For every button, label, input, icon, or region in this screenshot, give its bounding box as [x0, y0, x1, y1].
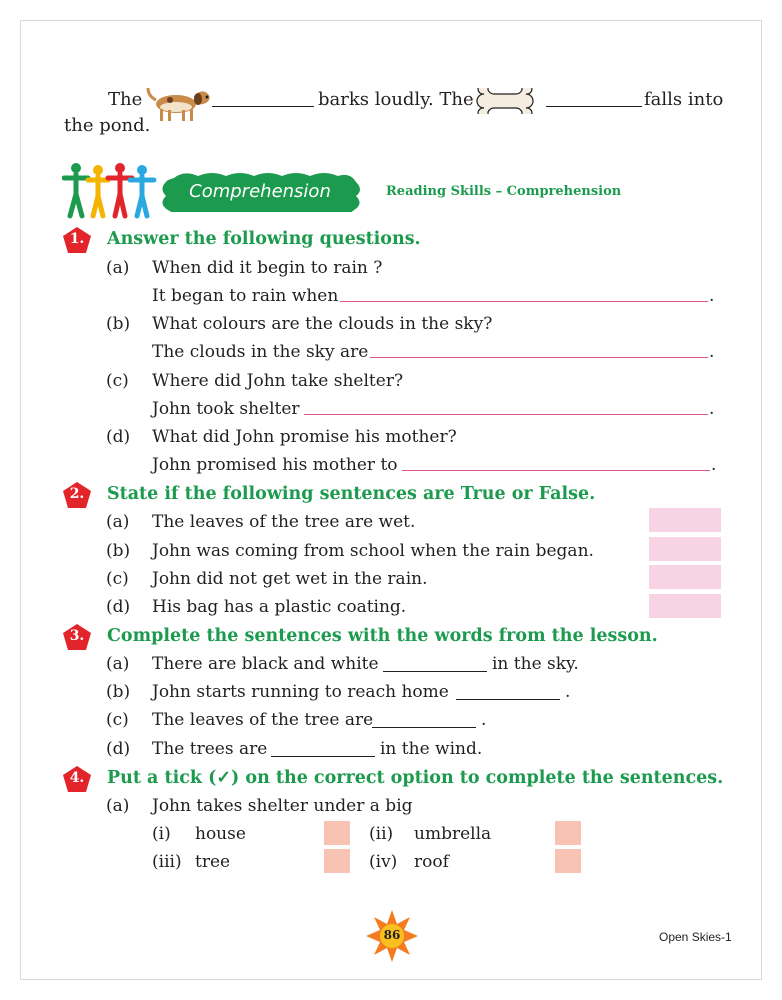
q3-item-a-after: in the sky. [492, 654, 579, 674]
q1-item-a-question: When did it begin to rain ? [152, 258, 383, 278]
q1-item-b-question: What colours are the clouds in the sky? [152, 314, 493, 334]
dog-icon [146, 82, 212, 124]
q1-item-d-answer-stem: John promised his mother to [152, 455, 398, 475]
banner-title: Comprehension [189, 181, 331, 202]
q1-item-b-answer-stem: The clouds in the sky are [152, 342, 369, 362]
q2-item-c-text: John did not get wet in the rain. [152, 569, 428, 589]
intro-mid: barks loudly. The [318, 89, 474, 110]
q3-item-d-blank[interactable] [271, 741, 375, 757]
q2-item-b-label: (b) [106, 541, 131, 561]
q1-item-c-answer-stem: John took shelter [152, 399, 300, 419]
q1-item-b-period: . [709, 342, 715, 362]
question-number-3: 3. [62, 623, 92, 651]
intro-end: falls into [644, 89, 724, 110]
q1-item-c-question: Where did John take shelter? [152, 371, 404, 391]
q1-item-c-period: . [709, 399, 715, 419]
q3-item-c-after: . [481, 710, 487, 730]
q3-item-b-label: (b) [106, 682, 131, 702]
dog-blank[interactable] [212, 106, 314, 107]
q1-item-d-label: (d) [106, 427, 131, 447]
q3-item-d-before: The trees are [152, 739, 268, 759]
question-number-2: 2. [62, 481, 92, 509]
q2-item-a-text: The leaves of the tree are wet. [152, 512, 416, 532]
q4-option-i-text: house [195, 824, 246, 844]
q4-option-ii-tick-box[interactable] [555, 821, 581, 845]
q4-item-a-label: (a) [106, 796, 130, 816]
q4-option-i-label: (i) [152, 824, 171, 844]
intro-word-the: The [108, 89, 143, 110]
q1-item-a-period: . [709, 286, 715, 306]
q4-option-ii-text: umbrella [414, 824, 492, 844]
q1-item-d-question: What did John promise his mother? [152, 427, 457, 447]
q1-item-a-answer-line[interactable] [340, 301, 708, 302]
q1-item-a-label: (a) [106, 258, 130, 278]
question-2-heading: State if the following sentences are True or False. [107, 484, 596, 504]
q3-item-b-blank[interactable] [456, 684, 560, 700]
page-number: 86 [383, 928, 401, 942]
intro-line-2: the pond. [64, 115, 151, 136]
q3-item-a-blank[interactable] [383, 656, 487, 672]
q2-item-a-answer-box[interactable] [649, 508, 721, 532]
intro-line [108, 90, 142, 110]
q4-option-iii-tick-box[interactable] [324, 849, 350, 873]
q3-item-a-before: There are black and white [152, 654, 379, 674]
bone-blank[interactable] [546, 106, 642, 107]
question-1-heading: Answer the following questions. [107, 229, 421, 249]
q4-option-iii-label: (iii) [152, 852, 182, 872]
children-icon [62, 160, 158, 220]
q3-item-a-label: (a) [106, 654, 130, 674]
q1-item-d-period: . [711, 455, 717, 475]
q2-item-c-answer-box[interactable] [649, 565, 721, 589]
q1-item-c-label: (c) [106, 371, 129, 391]
page-number-badge [364, 908, 420, 964]
question-number-1: 1. [62, 226, 92, 254]
q4-option-iii-text: tree [195, 852, 231, 872]
q3-item-d-after: in the wind. [380, 739, 483, 759]
q3-item-c-label: (c) [106, 710, 129, 730]
q1-item-b-answer-line[interactable] [370, 357, 708, 358]
banner-subtitle: Reading Skills – Comprehension [386, 184, 622, 199]
q1-item-a-answer-stem: It began to rain when [152, 286, 339, 306]
q3-item-b-before: John starts running to reach home [152, 682, 449, 702]
q4-option-ii-label: (ii) [369, 824, 394, 844]
q1-item-c-answer-line[interactable] [304, 414, 708, 415]
q2-item-b-answer-box[interactable] [649, 537, 721, 561]
q2-item-c-label: (c) [106, 569, 129, 589]
q4-option-iv-text: roof [414, 852, 449, 872]
q4-option-iv-label: (iv) [369, 852, 398, 872]
q3-item-c-before: The leaves of the tree are [152, 710, 374, 730]
q2-item-b-text: John was coming from school when the rain began. [152, 541, 594, 561]
q3-item-b-after: . [565, 682, 571, 702]
q2-item-d-answer-box[interactable] [649, 594, 721, 618]
question-3-heading: Complete the sentences with the words from the lesson. [107, 626, 658, 646]
q2-item-d-label: (d) [106, 597, 131, 617]
q2-item-a-label: (a) [106, 512, 130, 532]
comprehension-banner [160, 172, 370, 212]
q4-option-iv-tick-box[interactable] [555, 849, 581, 873]
q2-item-d-text: His bag has a plastic coating. [152, 597, 407, 617]
q4-option-i-tick-box[interactable] [324, 821, 350, 845]
q1-item-d-answer-line[interactable] [402, 470, 710, 471]
book-title: Open Skies-1 [659, 930, 732, 944]
question-number-4: 4. [62, 765, 92, 793]
bone-icon [476, 88, 534, 114]
q4-item-a-text: John takes shelter under a big [152, 796, 413, 816]
q3-item-c-blank[interactable] [372, 712, 476, 728]
q3-item-d-label: (d) [106, 739, 131, 759]
question-4-heading: Put a tick (✓) on the correct option to complete the sentences. [107, 768, 724, 788]
q1-item-b-label: (b) [106, 314, 131, 334]
